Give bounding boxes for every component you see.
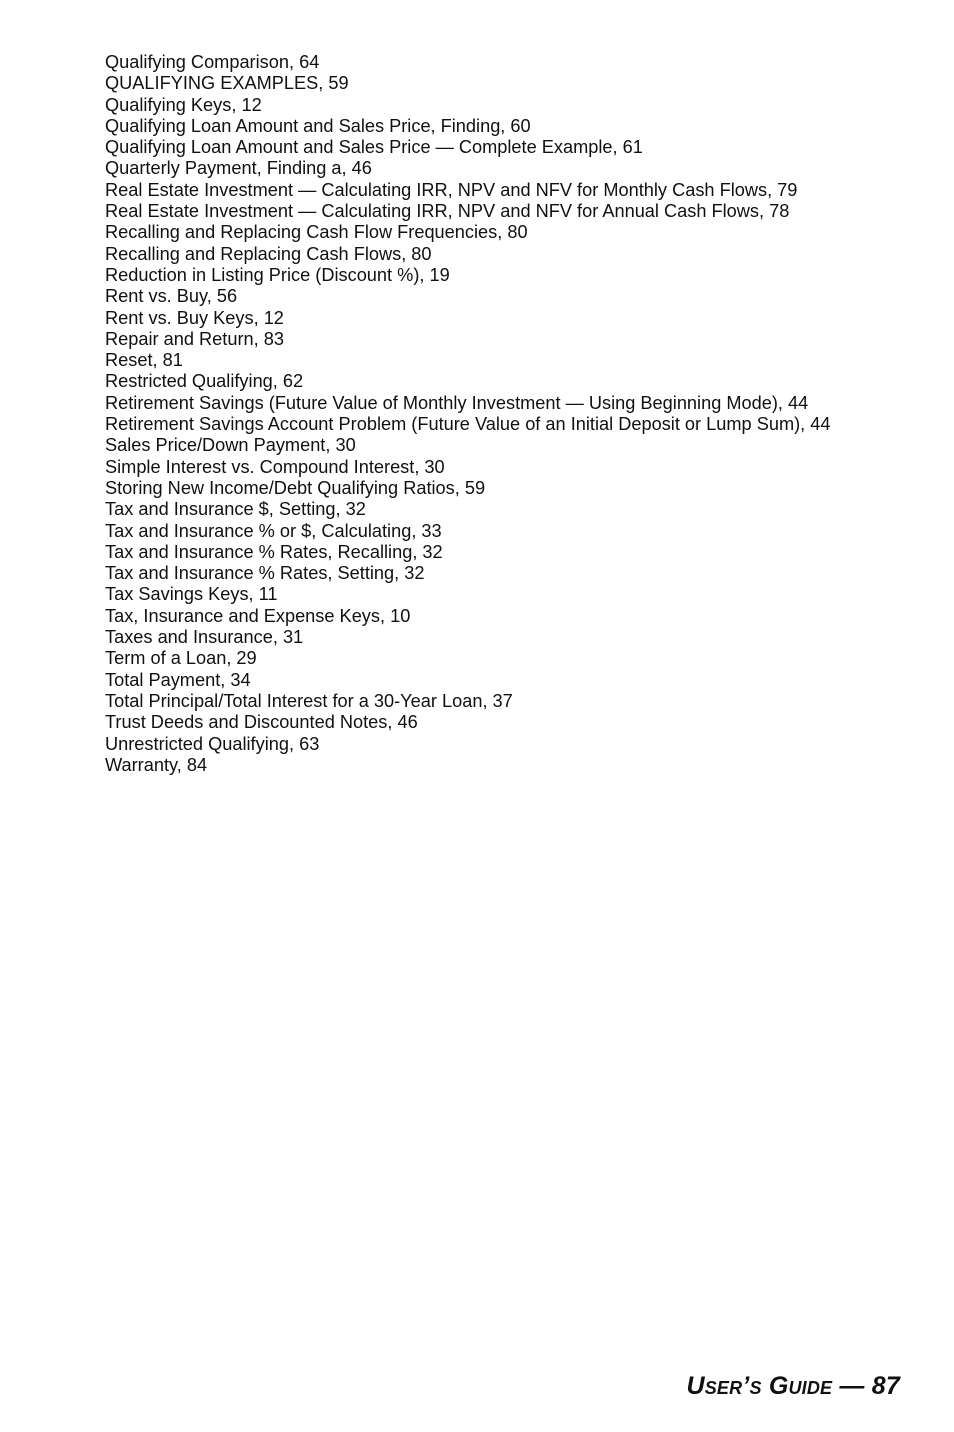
index-entry: Rent vs. Buy, 56	[105, 286, 238, 307]
index-entry: Tax and Insurance % Rates, Recalling, 32	[105, 541, 443, 562]
index-entry: Recalling and Replacing Cash Flow Frequencies, 80	[105, 222, 528, 243]
footer-title: User’s Guide	[686, 1372, 833, 1400]
index-entry: Recalling and Replacing Cash Flows, 80	[105, 243, 432, 264]
index-entry: Tax, Insurance and Expense Keys, 10	[105, 605, 411, 626]
index-entry: Restricted Qualifying, 62	[105, 371, 304, 392]
footer-separator: —	[832, 1372, 872, 1400]
index-entry: Unrestricted Qualifying, 63	[105, 733, 320, 754]
index-entry: Term of a Loan, 29	[105, 648, 257, 669]
index-entry: QUALIFYING EXAMPLES, 59	[105, 73, 349, 94]
index-entry: Tax and Insurance $, Setting, 32	[105, 499, 366, 520]
index-entry: Tax Savings Keys, 11	[105, 584, 278, 605]
index-entry: Qualifying Loan Amount and Sales Price, Finding, 60	[105, 115, 531, 136]
index-entry: Retirement Savings Account Problem (Future Value of an Initial Deposit or Lump Sum), 44	[105, 414, 831, 435]
index-entry: Real Estate Investment — Calculating IRR, NPV and NFV for Annual Cash Flows, 78	[105, 201, 790, 222]
index-entry: Qualifying Comparison, 64	[105, 52, 320, 72]
index-entry: Simple Interest vs. Compound Interest, 30	[105, 456, 445, 477]
index-entry: Rent vs. Buy Keys, 12	[105, 307, 284, 328]
index-list	[105, 52, 831, 776]
index-entry: Reduction in Listing Price (Discount %), 19	[105, 264, 450, 285]
index-entry: Storing New Income/Debt Qualifying Ratios, 59	[105, 477, 486, 498]
index-entry: Real Estate Investment — Calculating IRR, NPV and NFV for Monthly Cash Flows, 79	[105, 179, 798, 200]
index-entry: Quarterly Payment, Finding a, 46	[105, 158, 372, 179]
index-entry: Trust Deeds and Discounted Notes, 46	[105, 712, 418, 733]
index-entry: Tax and Insurance % Rates, Setting, 32	[105, 563, 425, 584]
page-number: 87	[871, 1372, 900, 1400]
index-entry: Total Principal/Total Interest for a 30-Year Loan, 37	[105, 690, 513, 711]
index-entry: Sales Price/Down Payment, 30	[105, 435, 356, 456]
index-entry: Qualifying Keys, 12	[105, 94, 262, 115]
index-entry: Repair and Return, 83	[105, 328, 284, 349]
index-entry: Total Payment, 34	[105, 669, 251, 690]
index-entry: Qualifying Loan Amount and Sales Price — Complete Example, 61	[105, 137, 643, 158]
index-entry: Tax and Insurance % or $, Calculating, 33	[105, 520, 442, 541]
index-entry: Taxes and Insurance, 31	[105, 627, 304, 648]
index-entry: Reset, 81	[105, 350, 183, 371]
index-entry: Retirement Savings (Future Value of Monthly Investment — Using Beginning Mode), 44	[105, 392, 809, 413]
page-footer	[686, 1372, 900, 1401]
index-entry: Warranty, 84	[105, 754, 208, 775]
